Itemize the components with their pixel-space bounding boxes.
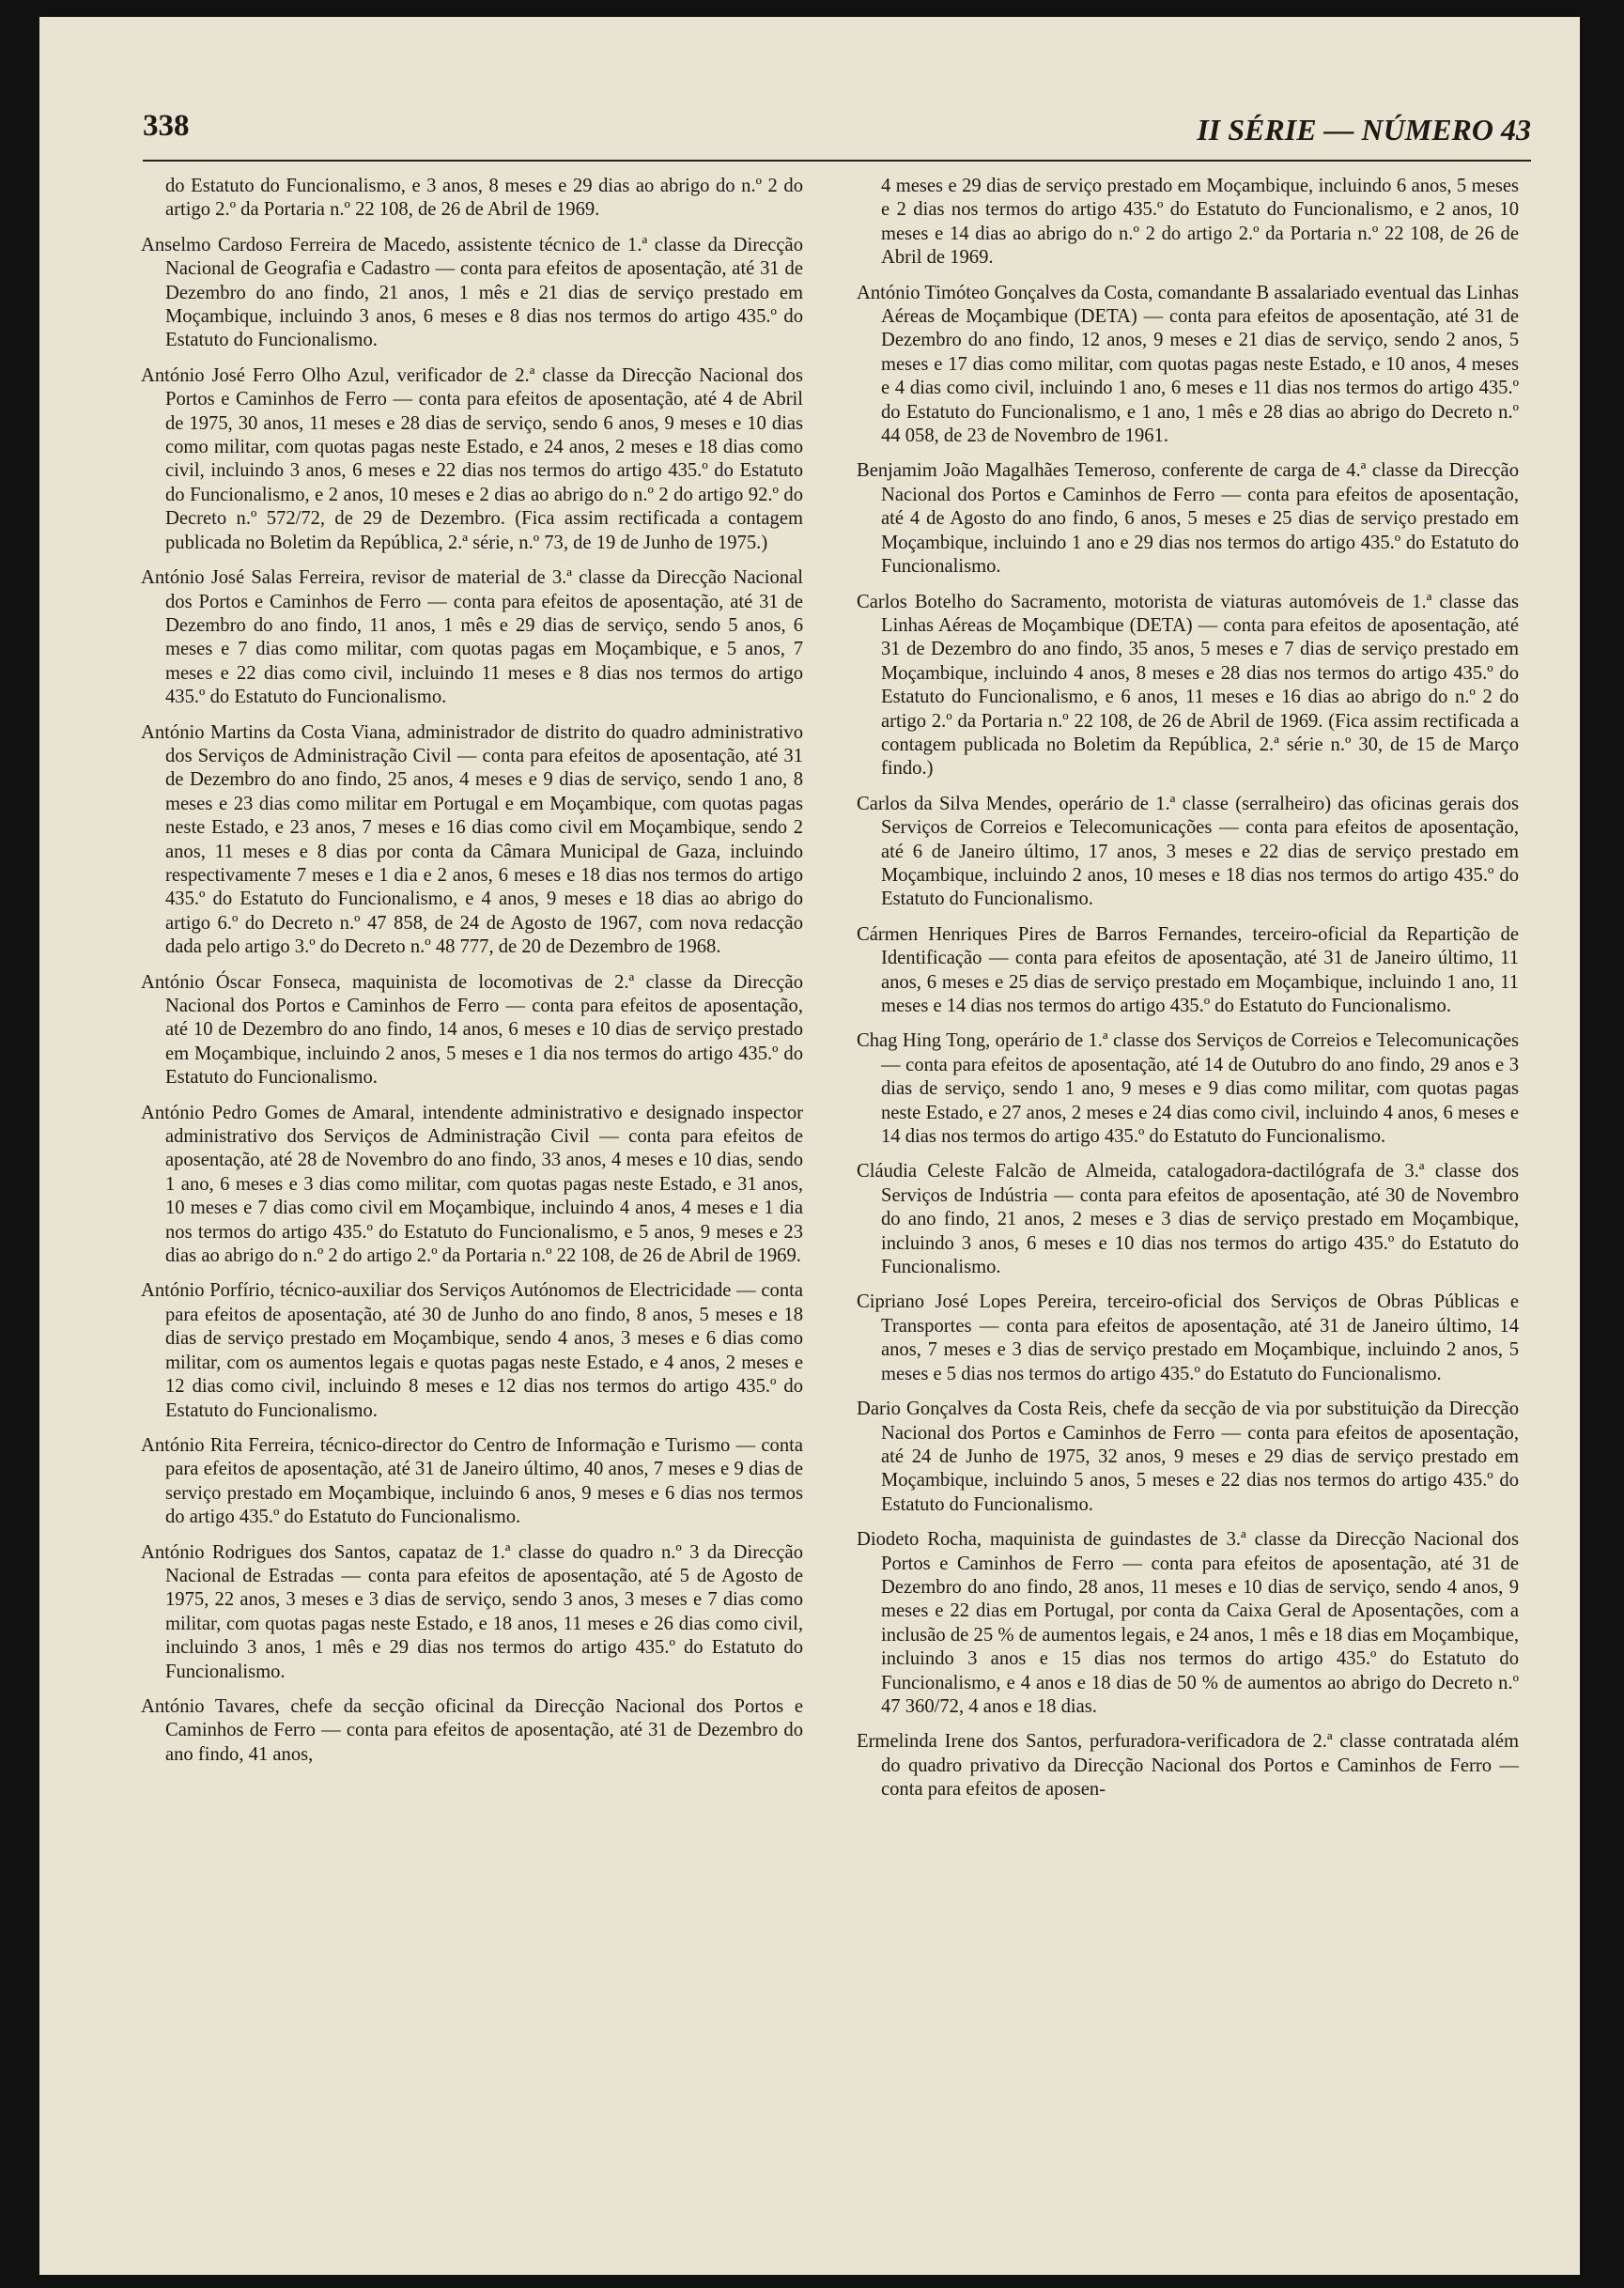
- paragraph: Cármen Henriques Pires de Barros Fernandes, terceiro-oficial da Repartição de Identificação — conta para efeitos de aposentação, até 31 de Janeiro último, 11 anos, 6 meses e 25 dias de serviço prestado em Moçambique, incluindo 1 ano, 11 meses e 14 dias nos termos do artigo 435.º do Estatuto do Funcionalismo.: [857, 923, 1519, 1016]
- paragraph: Diodeto Rocha, maquinista de guindastes de 3.ª classe da Direcção Nacional dos Portos e Caminhos de Ferro — conta para efeitos de aposentação, até 31 de Dezembro do ano findo, 28 anos, 11 meses e 10 dias de serviço, sendo 4 anos, 9 meses e 22 dias em Portugal, por conta da Caixa Geral de Aposentações, com a inclusão de 25 % de aumentos legais, e 24 anos, 1 mês e 18 dias em Moçambique, incluindo 3 anos e 15 dias nos termos do artigo 435.º do Estatuto do Funcionalismo, e 4 anos e 18 dias de 50 % de aumentos ao abrigo do Decreto n.º 47 360/72, 4 anos e 18 dias.: [857, 1529, 1519, 1717]
- header-rule: [143, 160, 1531, 162]
- paragraph: Ermelinda Irene dos Santos, perfuradora-verificadora de 2.ª classe contratada além do quadro privativo da Direcção Nacional dos Portos e Caminhos de Ferro — conta para efeitos de aposen-: [857, 1731, 1519, 1801]
- paragraph: 4 meses e 29 dias de serviço prestado em Moçambique, incluindo 6 anos, 5 meses e 2 dias nos termos do artigo 435.º do Estatuto do Funcionalismo, e 2 anos, 10 meses e 14 dias ao abrigo do n.º 2 do artigo 2.º da Portaria n.º 22 108, de 26 de Abril de 1969.: [881, 176, 1519, 269]
- paragraph: do Estatuto do Funcionalismo, e 3 anos, 8 meses e 29 dias ao abrigo do n.º 2 do artigo 2.º da Portaria n.º 22 108, de 26 de Abril de 1969.: [165, 176, 803, 221]
- series-title: II SÉRIE — NÚMERO 43: [1197, 113, 1531, 147]
- right-column: [857, 175, 1519, 1814]
- paragraph: Carlos da Silva Mendes, operário de 1.ª classe (serralheiro) das oficinas gerais dos Serviços de Correios e Telecomunicações — conta para efeitos de aposentação, até 6 de Janeiro último, 17 anos, 3 meses e 22 dias de serviço prestado em Moçambique, incluindo 2 anos, 10 meses e 18 dias nos termos do artigo 435.º do Estatuto do Funcionalismo.: [857, 793, 1519, 910]
- paragraph: António Rita Ferreira, técnico-director do Centro de Informação e Turismo — conta para efeitos de aposentação, até 31 de Janeiro último, 40 anos, 7 meses e 9 dias de serviço prestado em Moçambique, incluindo 6 anos, 9 meses e 6 dias nos termos do artigo 435.º do Estatuto do Funcionalismo.: [141, 1434, 803, 1528]
- paragraph: António Martins da Costa Viana, administrador de distrito do quadro administrativo dos Serviços de Administração Civil — conta para efeitos de aposentação, até 31 de Dezembro do ano findo, 25 anos, 4 meses e 9 dias de serviço, sendo 1 ano, 8 meses e 23 dias como militar em Portugal e em Moçambique, com quotas pagas neste Estado, e 23 anos, 7 meses e 16 dias como civil em Moçambique, sendo 2 anos, 11 meses e 8 dias por conta da Câmara Municipal de Gaza, incluindo respectivamente 7 meses e 1 dia e 2 anos, 6 meses e 18 dias nos termos do artigo 435.º do Estatuto do Funcionalismo, e 4 anos, 9 meses e 18 dias ao abrigo do artigo 6.º do Decreto n.º 47 858, de 24 de Agosto de 1967, com nova redacção dada pelo artigo 3.º do Decreto n.º 48 777, de 20 de Dezembro de 1968.: [141, 721, 803, 958]
- paragraph: Carlos Botelho do Sacramento, motorista de viaturas automóveis de 1.ª classe das Linhas Aéreas de Moçambique (DETA) — conta para efeitos de aposentação, até 31 de Dezembro do ano findo, 35 anos, 5 meses e 7 dias de serviço prestado em Moçambique, incluindo 4 anos, 8 meses e 28 dias nos termos do artigo 435.º do Estatuto do Funcionalismo, e 6 anos, 11 meses e 16 dias ao abrigo do n.º 2 do artigo 2.º da Portaria n.º 22 108, de 26 de Abril de 1969. (Fica assim rectificada a contagem publicada no Boletim da República, 2.ª série n.º 30, de 15 de Março findo.): [857, 591, 1519, 780]
- page-number: 338: [143, 109, 190, 143]
- paragraph: António Rodrigues dos Santos, capataz de 1.ª classe do quadro n.º 3 da Direcção Nacional de Estradas — conta para efeitos de aposentação, até 5 de Agosto de 1975, 22 anos, 3 meses e 3 dias de serviço, sendo 3 anos, 3 meses e 7 dias como militar, com quotas pagas neste Estado, e 18 anos, 11 meses e 26 dias como civil, incluindo 3 anos, 1 mês e 29 dias nos termos do artigo 435.º do Estatuto do Funcionalismo.: [141, 1541, 803, 1682]
- paragraph: António Pedro Gomes de Amaral, intendente administrativo e designado inspector administrativo dos Serviços de Administração Civil — conta para efeitos de aposentação, até 28 de Novembro do ano findo, 33 anos, 4 meses e 10 dias, sendo 1 ano, 6 meses e 3 dias como militar, com quotas pagas neste Estado, e 31 anos, 10 meses e 7 dias como civil em Moçambique, incluindo 4 anos, 4 meses e 1 dia nos termos do artigo 435.º do Estatuto do Funcionalismo, e 5 anos, 9 meses e 23 dias ao abrigo do n.º 2 do artigo 2.º da Portaria n.º 22 108, de 26 de Abril de 1969.: [141, 1102, 803, 1267]
- paragraph: Dario Gonçalves da Costa Reis, chefe da secção de via por substituição da Direcção Nacional dos Portos e Caminhos de Ferro — conta para efeitos de aposentação, até 24 de Junho de 1975, 32 anos, 9 meses e 29 dias de serviço prestado em Moçambique, incluindo 5 anos, 5 meses e 22 dias nos termos do artigo 435.º do Estatuto do Funcionalismo.: [857, 1399, 1519, 1515]
- paragraph: António José Ferro Olho Azul, verificador de 2.ª classe da Direcção Nacional dos Portos e Caminhos de Ferro — conta para efeitos de aposentação, até 4 de Abril de 1975, 30 anos, 11 meses e 28 dias de serviço, sendo 6 anos, 9 meses e 10 dias como militar, com quotas pagas neste Estado, e 24 anos, 2 meses e 18 dias como civil, incluindo 3 anos, 6 meses e 22 dias nos termos do artigo 435.º do Estatuto do Funcionalismo, e 2 anos, 10 meses e 2 dias ao abrigo do n.º 2 do artigo 92.º do Decreto n.º 572/72, de 29 de Dezembro. (Fica assim rectificada a contagem publicada no Boletim da República, 2.ª série, n.º 73, de 19 de Junho de 1975.): [141, 364, 803, 553]
- paragraph: António Tavares, chefe da secção oficinal da Direcção Nacional dos Portos e Caminhos de Ferro — conta para efeitos de aposentação, até 31 de Dezembro do ano findo, 41 anos,: [141, 1695, 803, 1765]
- paragraph: Anselmo Cardoso Ferreira de Macedo, assistente técnico de 1.ª classe da Direcção Nacional de Geografia e Cadastro — conta para efeitos de aposentação, até 31 de Dezembro do ano findo, 21 anos, 1 mês e 21 dias de serviço prestado em Moçambique, incluindo 3 anos, 6 meses e 8 dias nos termos do artigo 435.º do Estatuto do Funcionalismo.: [141, 234, 803, 351]
- page-header: [143, 109, 1531, 165]
- paragraph: Cláudia Celeste Falcão de Almeida, catalogadora-dactilógrafa de 3.ª classe dos Serviços de Indústria — conta para efeitos de aposentação, até 30 de Novembro do ano findo, 21 anos, 2 meses e 3 dias de serviço prestado em Moçambique, incluindo 3 anos, 6 meses e 10 dias nos termos do artigo 435.º do Estatuto do Funcionalismo.: [857, 1161, 1519, 1278]
- paragraph: Benjamim João Magalhães Temeroso, conferente de carga de 4.ª classe da Direcção Nacional dos Portos e Caminhos de Ferro — conta para efeitos de aposentação, até 4 de Agosto do ano findo, 6 anos, 5 meses e 25 dias de serviço prestado em Moçambique, incluindo 1 ano e 29 dias nos termos do artigo 435.º do Estatuto do Funcionalismo.: [857, 460, 1519, 578]
- paragraph: António Timóteo Gonçalves da Costa, comandante B assalariado eventual das Linhas Aéreas de Moçambique (DETA) — conta para efeitos de aposentação, até 31 de Dezembro do ano findo, 12 anos, 9 meses e 21 dias de serviço, sendo 2 anos, 5 meses e 17 dias como militar, com quotas pagas neste Estado, e 10 anos, 4 meses e 4 dias como civil, incluindo 1 ano, 6 meses e 11 dias nos termos do artigo 435.º do Estatuto do Funcionalismo, e 1 ano, 1 mês e 28 dias ao abrigo do Decreto n.º 44 058, de 23 de Novembro de 1961.: [857, 282, 1519, 447]
- paragraph: António Óscar Fonseca, maquinista de locomotivas de 2.ª classe da Direcção Nacional dos Portos e Caminhos de Ferro — conta para efeitos de aposentação, até 10 de Dezembro do ano findo, 14 anos, 6 meses e 10 dias de serviço prestado em Moçambique, incluindo 2 anos, 5 meses e 1 dia nos termos do artigo 435.º do Estatuto do Funcionalismo.: [141, 971, 803, 1089]
- paragraph: Chag Hing Tong, operário de 1.ª classe dos Serviços de Correios e Telecomunicações — conta para efeitos de aposentação, até 14 de Outubro do ano findo, 29 anos e 3 dias de serviço, sendo 1 ano, 9 meses e 9 dias como militar, com quotas pagas neste Estado, e 27 anos, 2 meses e 24 dias como civil, incluindo 4 anos, 6 meses e 14 dias nos termos do artigo 435.º do Estatuto do Funcionalismo.: [857, 1030, 1519, 1148]
- left-column: [141, 175, 803, 1778]
- document-page: [39, 17, 1580, 2275]
- paragraph: Cipriano José Lopes Pereira, terceiro-oficial dos Serviços de Obras Públicas e Transportes — conta para efeitos de aposentação, até 31 de Janeiro último, 14 anos, 7 meses e 3 dias de serviço prestado em Moçambique, incluindo 2 anos, 5 meses e 5 dias nos termos do artigo 435.º do Estatuto do Funcionalismo.: [857, 1291, 1519, 1384]
- paragraph: António José Salas Ferreira, revisor de material de 3.ª classe da Direcção Nacional dos Portos e Caminhos de Ferro — conta para efeitos de aposentação, até 31 de Dezembro do ano findo, 11 anos, 1 mês e 29 dias de serviço, sendo 5 anos, 6 meses e 7 dias como militar, com quotas pagas em Moçambique, e 5 anos, 7 meses e 22 dias como civil, incluindo 11 meses e 8 dias nos termos do artigo 435.º do Estatuto do Funcionalismo.: [141, 567, 803, 708]
- paragraph: António Porfírio, técnico-auxiliar dos Serviços Autónomos de Electricidade — conta para efeitos de aposentação, até 30 de Junho do ano findo, 8 anos, 5 meses e 18 dias de serviço prestado em Moçambique, sendo 4 anos, 3 meses e 6 dias como militar, com os aumentos legais e quotas pagas neste Estado, e 4 anos, 2 meses e 12 dias como civil, incluindo 8 meses e 12 dias nos termos do artigo 435.º do Estatuto do Funcionalismo.: [141, 1280, 803, 1421]
